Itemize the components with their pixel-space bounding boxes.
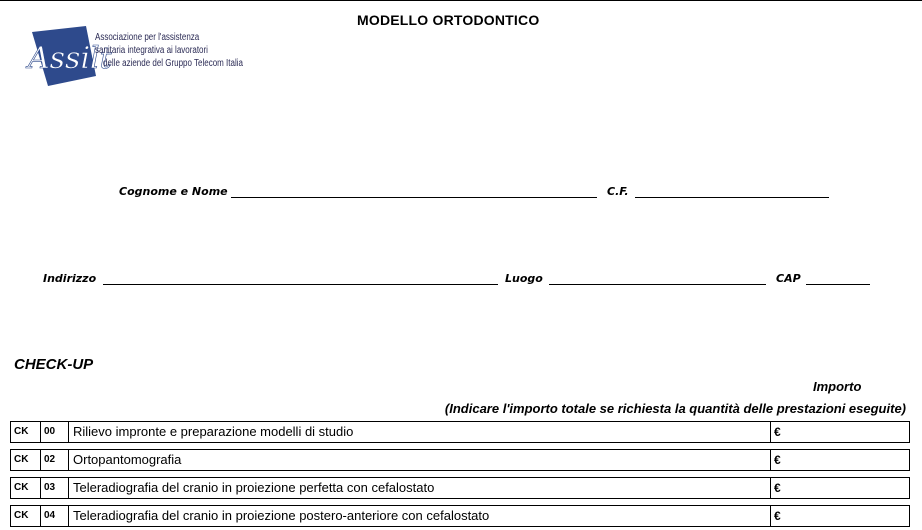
row-description: Teleradiografia del cranio in proiezione postero-anteriore con cefalostato (69, 506, 771, 526)
cap-label: CAP (776, 272, 801, 285)
name-label: Cognome e Nome (119, 185, 228, 198)
table-row (10, 449, 910, 471)
cap-field-line[interactable] (806, 284, 870, 285)
row-description: Ortopantomografia (69, 450, 771, 470)
amount-input[interactable]: € (774, 481, 781, 495)
org-line-2: sanitaria integrativa ai lavoratori (95, 45, 208, 56)
row-number: 02 (41, 450, 69, 470)
logo-text: Assilt (28, 41, 112, 76)
address-field-line[interactable] (103, 284, 498, 285)
section-title: CHECK-UP (14, 356, 94, 373)
assilt-logo (26, 24, 112, 88)
cf-label: C.F. (607, 185, 629, 198)
org-line-1: Associazione per l'assistenza (95, 32, 200, 43)
row-code: CK (11, 506, 41, 526)
row-code: CK (11, 422, 41, 442)
table-row (10, 477, 910, 499)
page-title: MODELLO ORTODONTICO (357, 12, 540, 28)
row-number: 04 (41, 506, 69, 526)
amount-input[interactable]: € (774, 509, 781, 523)
row-number: 00 (41, 422, 69, 442)
table-row (10, 421, 910, 443)
top-border (0, 0, 922, 1)
amount-input[interactable]: € (774, 425, 781, 439)
amount-input[interactable]: € (774, 453, 781, 467)
row-description: Teleradiografia del cranio in proiezione perfetta con cefalostato (69, 478, 771, 498)
org-line-3: delle aziende del Gruppo Telecom Italia (103, 58, 243, 69)
row-number: 03 (41, 478, 69, 498)
amount-header: Importo (813, 379, 862, 394)
row-description: Rilievo impronte e preparazione modelli di studio (69, 422, 771, 442)
row-code: CK (11, 478, 41, 498)
cf-field-line[interactable] (635, 197, 829, 198)
organization-name (95, 31, 243, 70)
row-code: CK (11, 450, 41, 470)
amount-note: (Indicare l'importo totale se richiesta la quantità delle prestazioni eseguite) (444, 401, 906, 416)
table-row (10, 505, 910, 527)
name-field-line[interactable] (231, 197, 597, 198)
place-label: Luogo (505, 272, 543, 285)
address-label: Indirizzo (43, 272, 97, 285)
place-field-line[interactable] (549, 284, 766, 285)
